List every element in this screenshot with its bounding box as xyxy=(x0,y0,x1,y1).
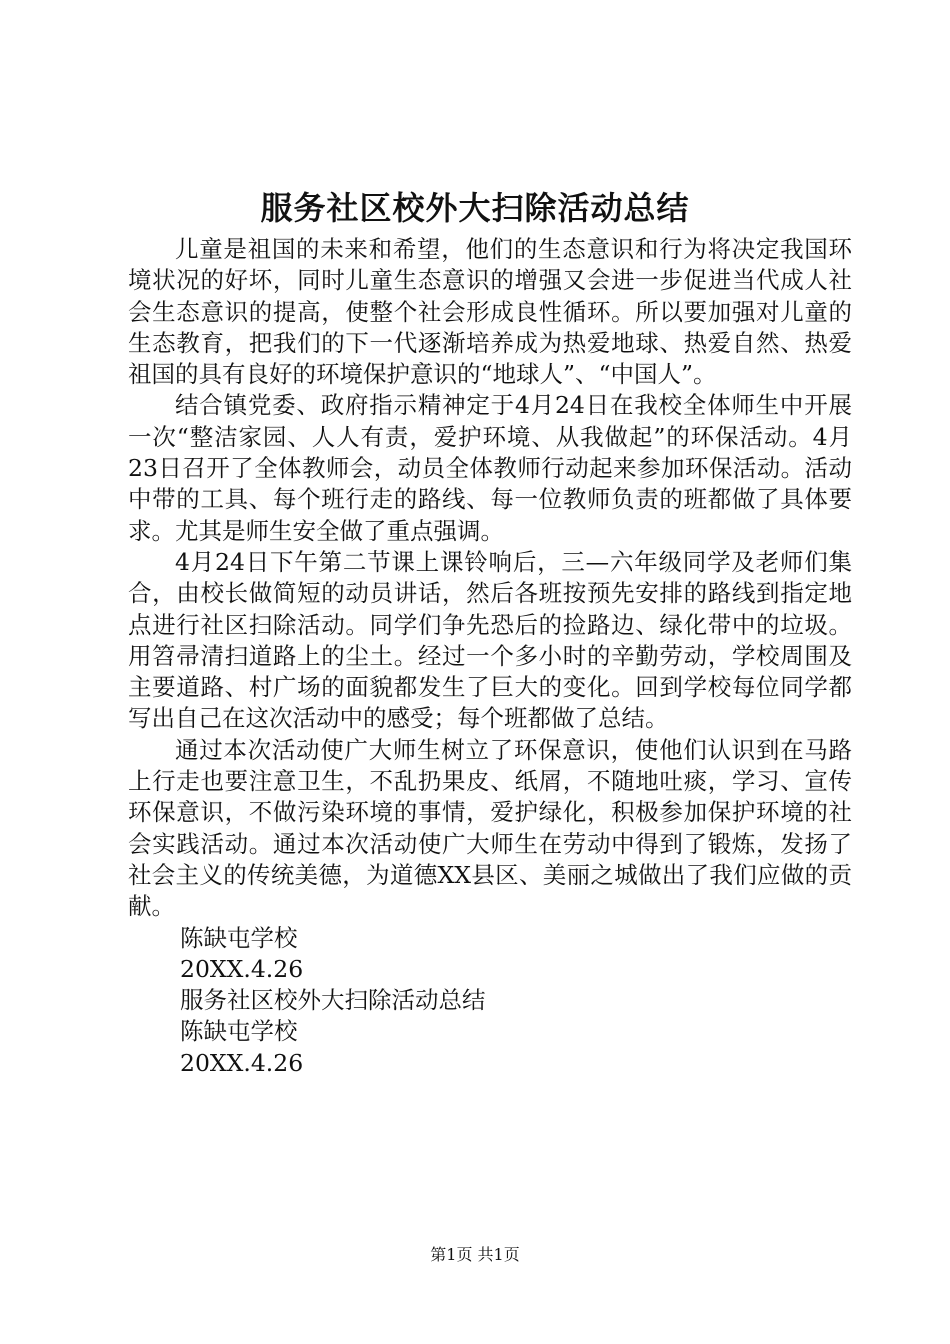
signature-school: 陈缺屯学校 xyxy=(180,923,298,952)
paragraph: 结合镇党委、政府指示精神定于4月24日在我校全体师生中开展一次“整洁家园、人人有责，爱护环境、从我做起”的环保活动。4月23日召开了全体教师会，动员全体教师行动起来参加环保活动。活动中带的工具、每个班行走的路线、每一位教师负责的班都做了具体要求。尤其是师生安全做了重点强调。 xyxy=(128,391,852,545)
signature-date: 20XX.4.26 xyxy=(180,954,304,983)
signature-school: 陈缺屯学校 xyxy=(180,1017,298,1046)
paragraph: 儿童是祖国的未来和希望，他们的生态意识和行为将决定我国环境状况的好坏，同时儿童生态意识的增强又会进一步促进当代成人社会生态意识的提高，使整个社会形成良性循环。所以要加强对儿童的生态教育，把我们的下一代逐渐培养成为热爱地球、热爱自然、热爱祖国的具有良好的环境保护意识的“地球人”、“中国人”。 xyxy=(128,235,852,389)
repeated-title: 服务社区校外大扫除活动总结 xyxy=(180,986,486,1015)
signature-date: 20XX.4.26 xyxy=(180,1048,304,1077)
paragraph: 通过本次活动使广大师生树立了环保意识，使他们认识到在马路上行走也要注意卫生，不乱扔果皮、纸屑，不随地吐痰，学习、宣传环保意识，不做污染环境的事情，爱护绿化，积极参加保护环境的社会实践活动。通过本次活动使广大师生在劳动中得到了锻炼，发扬了社会主义的传统美德，为道德XX县区、美丽之城做出了我们应做的贡献。 xyxy=(128,735,852,921)
document-body xyxy=(128,234,852,1079)
page-number-footer: 第1页 共1页 xyxy=(430,1245,520,1264)
paragraph: 4月24日下午第二节课上课铃响后，三—六年级同学及老师们集合，由校长做简短的动员讲话，然后各班按预先安排的路线到指定地点进行社区扫除活动。同学们争先恐后的捡路边、绿化带中的垃圾。用笤帚清扫道路上的尘土。经过一个多小时的辛勤劳动，学校周围及主要道路、村广场的面貌都发生了巨大的变化。回到学校每位同学都写出自己在这次活动中的感受；每个班都做了总结。 xyxy=(128,547,852,733)
document-title: 服务社区校外大扫除活动总结 xyxy=(260,189,690,227)
